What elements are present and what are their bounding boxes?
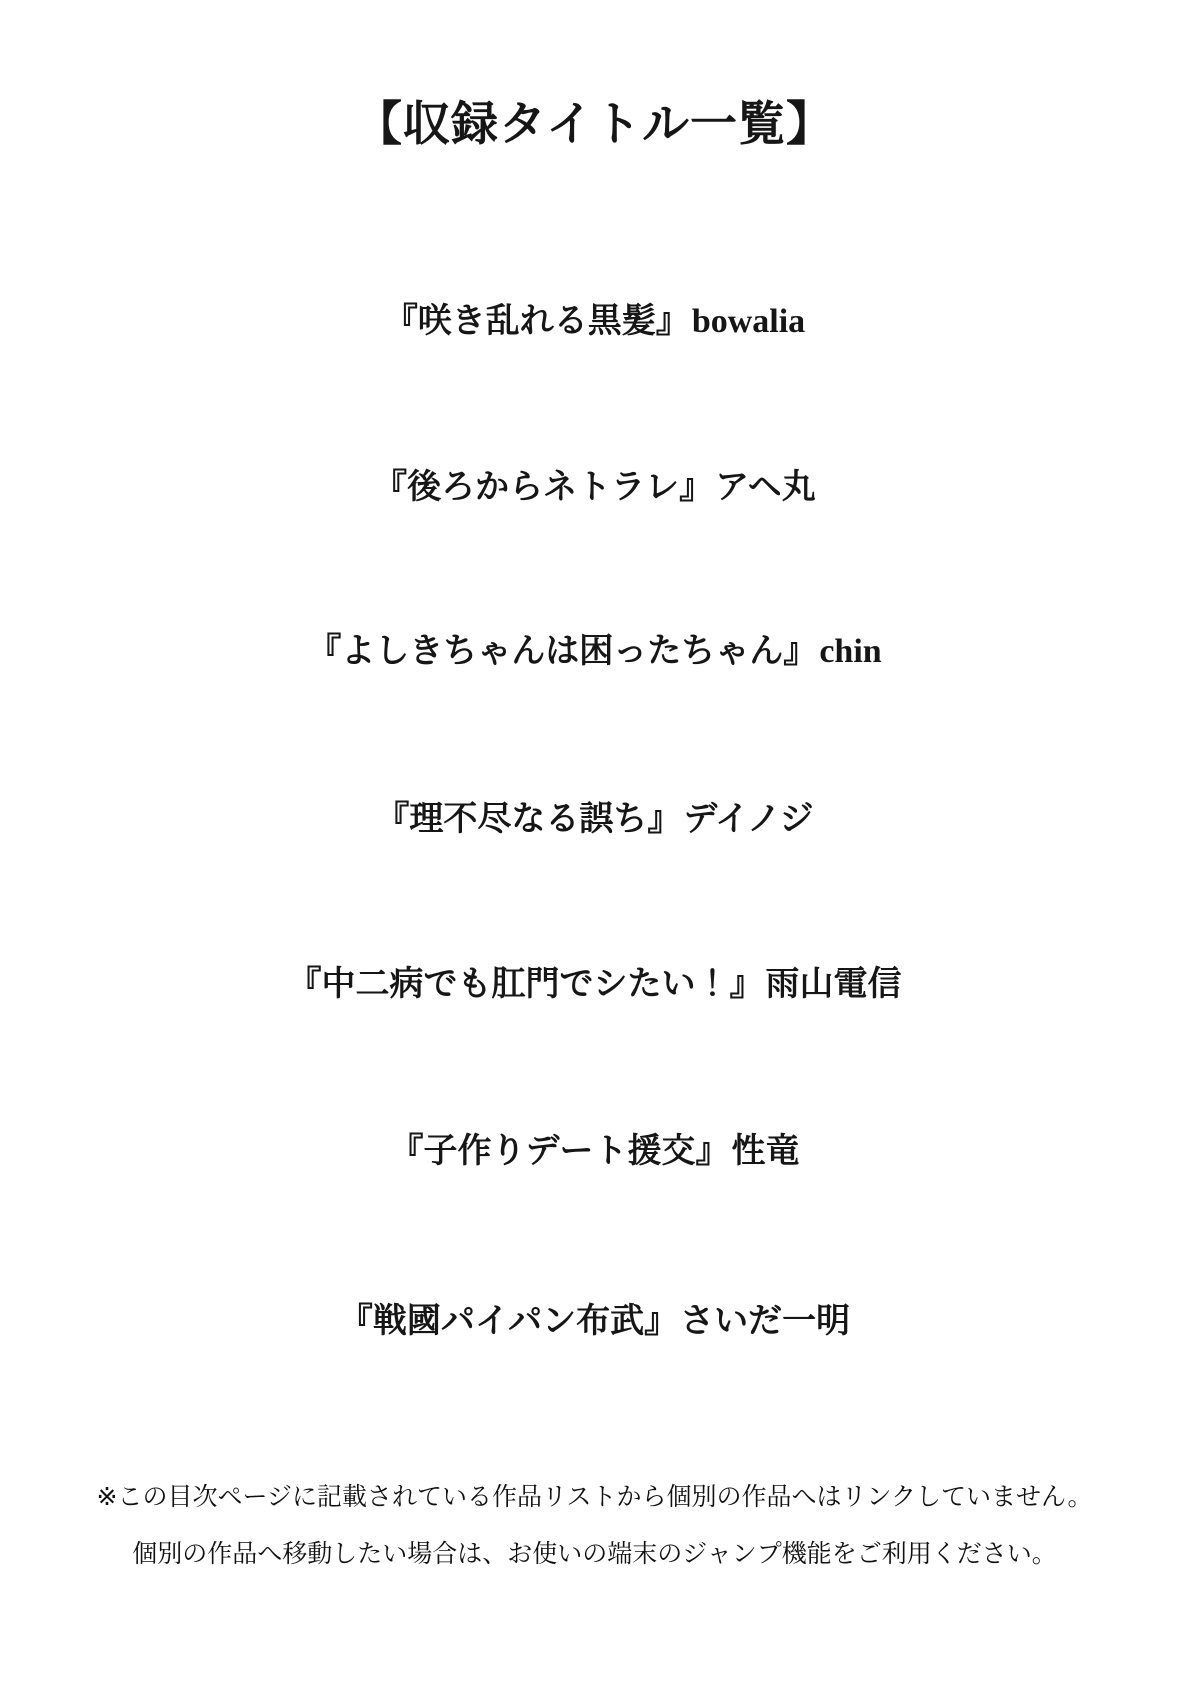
work-author: アヘ丸 — [715, 469, 816, 506]
work-author: 性竜 — [731, 1133, 800, 1170]
work-title: 『理不尽なる誤ち』 — [375, 801, 682, 838]
work-title: 『中二病でも肛門でシたい！』 — [287, 966, 764, 1003]
work-title: 『後ろからネトラレ』 — [373, 469, 714, 506]
work-author: bowalia — [691, 303, 806, 340]
work-item — [0, 1128, 1189, 1176]
work-title: 『咲き乱れる黒髪』 — [383, 303, 690, 340]
page-title: 【収録タイトル一覧】 — [354, 99, 835, 152]
work-title: 『よしきちゃんは困ったちゃん』 — [307, 633, 818, 670]
work-author: さいだ一明 — [680, 1303, 851, 1340]
work-item — [0, 961, 1189, 1009]
footer-note — [0, 1480, 1189, 1594]
work-author: 雨山電信 — [765, 966, 902, 1003]
footer-line-2: 個別の作品へ移動したい場合は、お使いの端末のジャンプ機能をご利用ください。 — [132, 1540, 1057, 1568]
work-item — [0, 298, 1189, 346]
work-title: 『子作りデート援交』 — [389, 1133, 730, 1170]
work-item — [0, 628, 1189, 676]
work-item — [0, 464, 1189, 512]
work-item — [0, 796, 1189, 844]
work-author: デイノジ — [683, 801, 814, 838]
work-title: 『戦國パイパン布武』 — [338, 1303, 679, 1340]
footer-line-1: ※この目次ページに記載されている作品リストから個別の作品へはリンクしていません。 — [96, 1483, 1093, 1511]
work-author: chin — [819, 633, 882, 670]
work-item — [0, 1298, 1189, 1346]
